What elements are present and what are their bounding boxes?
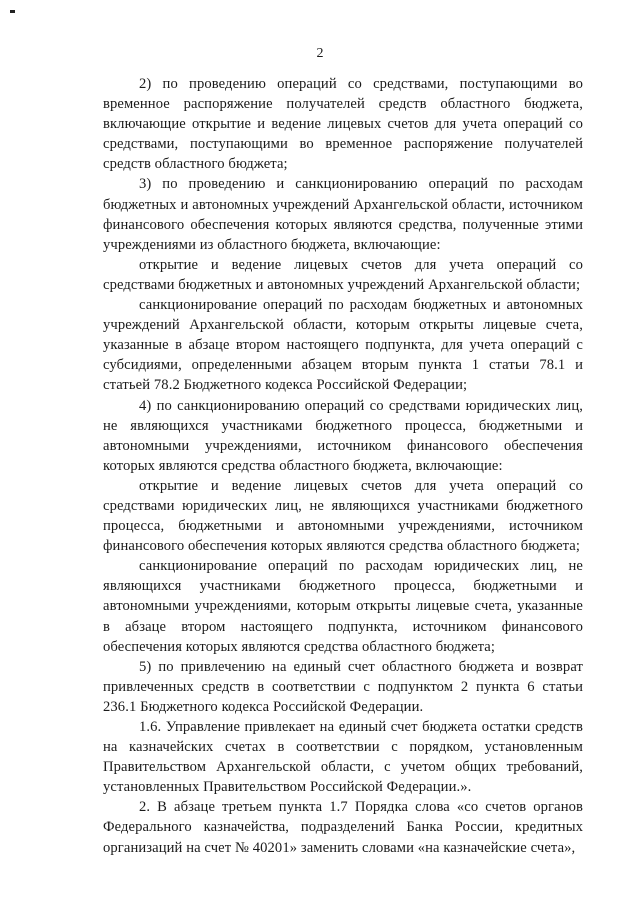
paragraph-item-5: 5) по привлечению на единый счет областного бюджета и возврат привлеченных средств в соответствии с подпунктом 2 пункта 6 статьи 236.1 Бюджетного кодекса Российской Федерации.: [103, 658, 583, 715]
paragraph-1-6: 1.6. Управление привлекает на единый счет бюджета остатки средств на казначейских счетах в соответствии с порядком, установленным Правительством Архангельской области, с учетом общих требований, установленных Правительством Российской Федерации.».: [103, 719, 583, 796]
page-number: 2: [316, 46, 324, 61]
paragraph-item-4-sub-2: санкционирование операций по расходам юридических лиц, не являющихся участниками бюджетного процесса, бюджетными и автономными учреждениями, которым открыты лицевые счета, указанные в абзаце втором настоящего подпункта, источником финансового обеспечения которых являются средства областного бюджета;: [103, 558, 583, 655]
paragraph-item-2: 2) по проведению операций со средствами, поступающими во временное распоряжение получателей средств областного бюджета, включающие открытие и ведение лицевых счетов для учета операций со средствами, поступающими во временное распоряжение получателей средств областного бюджета;: [103, 76, 583, 173]
paragraph-item-3: 3) по проведению и санкционированию операций по расходам бюджетных и автономных учреждений Архангельской области, источником финансового обеспечения которых являются средства, полученные этими учреждениями из областного бюджета, включающие:: [103, 176, 583, 253]
paragraph-amendment-2: 2. В абзаце третьем пункта 1.7 Порядка слова «со счетов органов Федерального казначейства, подразделений Банка России, кредитных организаций на счет № 40201» заменить словами «на казначейские счета»,: [103, 799, 583, 856]
paragraph-item-4-sub-1: открытие и ведение лицевых счетов для учета операций со средствами юридических лиц, не являющихся участниками бюджетного процесса, бюджетными и автономными учреждениями, источником финансового обеспечения которых являются средства областного бюджета;: [103, 477, 583, 555]
paragraph-item-4: 4) по санкционированию операций со средствами юридических лиц, не являющихся участниками бюджетного процесса, бюджетными и автономными учреждениями, источником финансового обеспечения которых являются средства областного бюджета, включающие:: [103, 397, 583, 474]
paragraph-item-3-sub-1: открытие и ведение лицевых счетов для учета операций со средствами бюджетных и автономных учреждений Архангельской области;: [103, 256, 583, 293]
paragraph-item-3-sub-2: санкционирование операций по расходам бюджетных и автономных учреждений Архангельской области, которым открыты лицевые счета, указанные в абзаце втором настоящего подпункта, для учета операций с субсидиями, определенными абзацем вторым пункта 1 статьи 78.1 и статьей 78.2 Бюджетного кодекса Российской Федерации;: [103, 297, 583, 394]
document-body: [103, 74, 583, 858]
scan-mark: [10, 10, 15, 13]
